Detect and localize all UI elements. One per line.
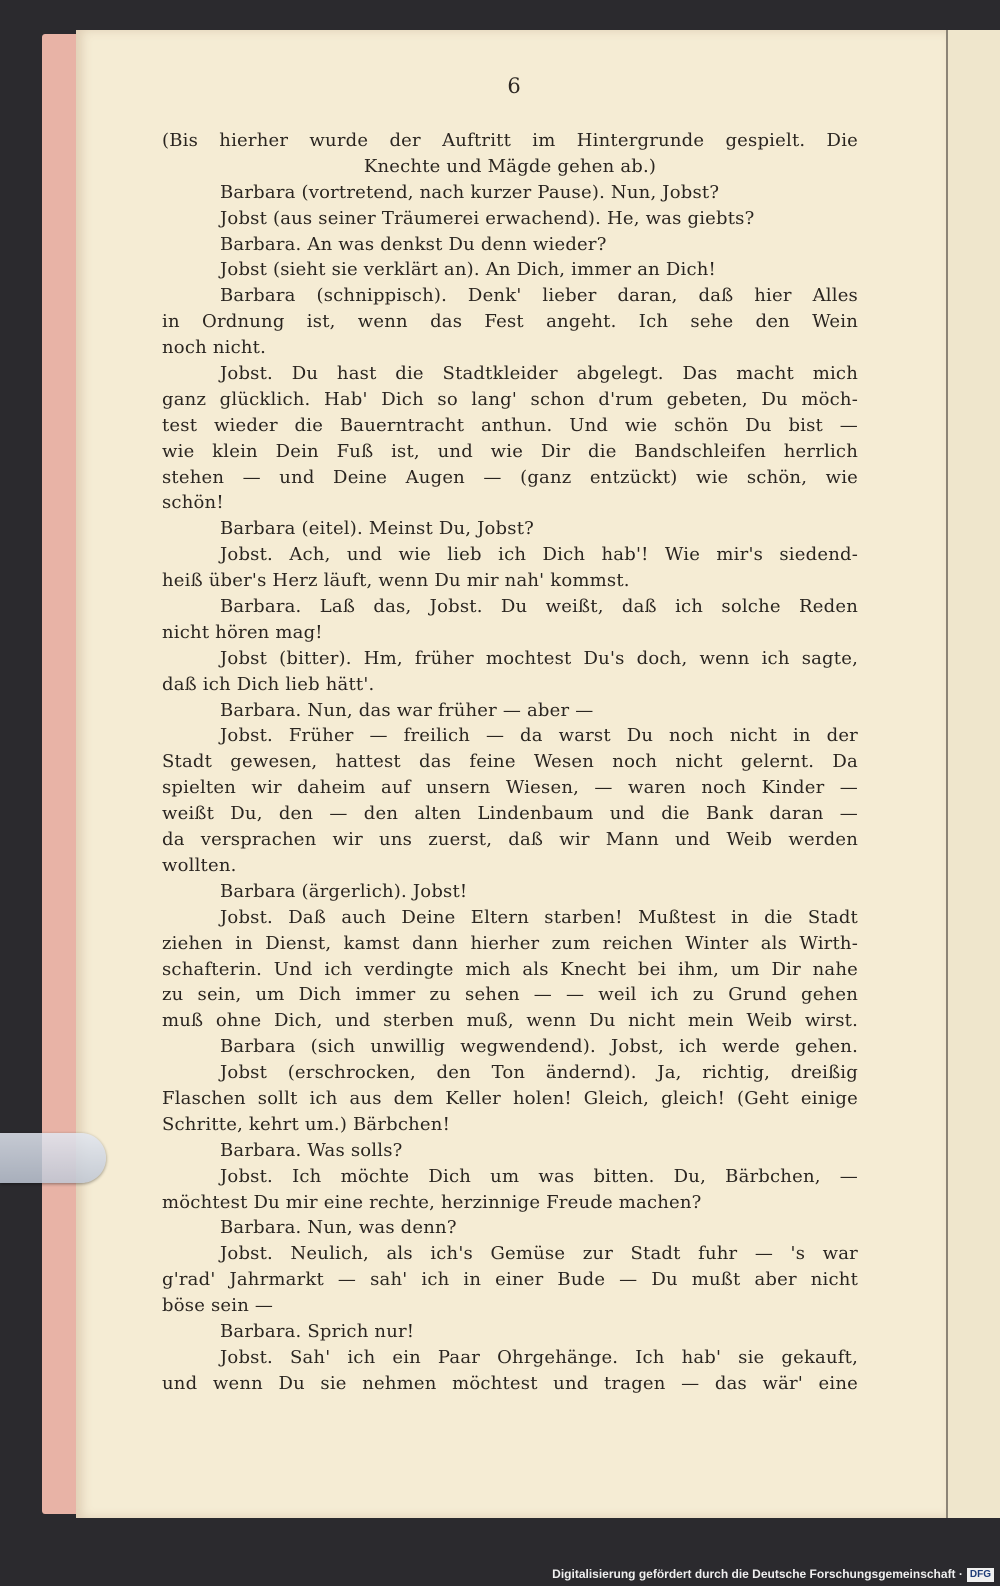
text-line: noch nicht. bbox=[162, 337, 267, 359]
text-line: stehen — und Deine Augen — (ganz entzückt) wie schön, wie bbox=[162, 466, 858, 488]
text-line: Jobst (bitter). Hm, früher mochtest Du's doch, wenn ich sagte, bbox=[220, 647, 858, 669]
dfg-logo: DFG bbox=[967, 1568, 994, 1582]
reading-ruler bbox=[0, 1133, 106, 1183]
text-line: in Ordnung ist, wenn das Fest angeht. Ich sehe den Wein bbox=[162, 311, 858, 333]
text-line: Jobst (aus seiner Träumerei erwachend). He, was giebts? bbox=[220, 207, 755, 229]
text-line: Barbara. Nun, was denn? bbox=[220, 1217, 457, 1239]
text-line: spielten wir daheim auf unsern Wiesen, — waren noch Kinder — bbox=[162, 777, 858, 799]
text-line: (Bis hierher wurde der Auftritt im Hintergrunde gespielt. Die bbox=[162, 130, 858, 151]
funding-note: Digitalisierung gefördert durch die Deutsche Forschungsgemeinschaft · bbox=[552, 1567, 963, 1581]
text-line: wie klein Dein Fuß ist, und wie Dir die Bandschleifen herrlich bbox=[162, 440, 858, 462]
funding-footer bbox=[552, 1565, 994, 1583]
text-line: Jobst. Früher — freilich — da warst Du noch nicht in der bbox=[220, 725, 858, 747]
text-line: Jobst (sieht sie verklärt an). An Dich, immer an Dich! bbox=[220, 259, 716, 281]
text-line: schön! bbox=[162, 492, 224, 514]
text-line: da versprachen wir uns zuerst, daß wir Mann und Weib werden bbox=[162, 829, 858, 851]
play-text bbox=[162, 128, 858, 1397]
text-line: Jobst. Ich möchte Dich um was bitten. Du, Bärbchen, — bbox=[220, 1165, 858, 1187]
page-number: 6 bbox=[507, 74, 521, 98]
text-line: böse sein — bbox=[162, 1295, 274, 1317]
text-line: g'rad' Jahrmarkt — sah' ich in einer Bude — Du mußt aber nicht bbox=[162, 1269, 858, 1291]
text-line: Barbara. Laß das, Jobst. Du weißt, daß ich solche Reden bbox=[220, 596, 858, 618]
text-line: wollten. bbox=[162, 854, 237, 876]
text-line: Barbara (schnippisch). Denk' lieber daran, daß hier Alles bbox=[220, 285, 858, 307]
text-line: Barbara (eitel). Meinst Du, Jobst? bbox=[220, 518, 535, 540]
text-line: ziehen in Dienst, kamst dann hierher zum reichen Winter als Wirth- bbox=[162, 932, 858, 954]
text-line: Jobst. Du hast die Stadtkleider abgelegt. Das macht mich bbox=[220, 363, 858, 385]
text-line: Barbara (sich unwillig wegwendend). Jobst, ich werde gehen. bbox=[220, 1036, 858, 1058]
text-line: Barbara (vortretend, nach kurzer Pause). Nun, Jobst? bbox=[220, 181, 720, 203]
text-line: muß ohne Dich, und sterben muß, wenn Du nicht mein Weib wirst. bbox=[162, 1010, 858, 1032]
text-line: Barbara. Nun, das war früher — aber — bbox=[220, 699, 594, 721]
text-line: Barbara. Was solls? bbox=[220, 1139, 403, 1161]
text-line: Barbara. An was denkst Du denn wieder? bbox=[220, 233, 607, 255]
text-line: Jobst. Ach, und wie lieb ich Dich hab'! Wie mir's siedend- bbox=[220, 544, 858, 566]
text-line: test wieder die Bauerntracht anthun. Und wie schön Du bist — bbox=[162, 414, 858, 436]
text-line: Barbara (ärgerlich). Jobst! bbox=[220, 880, 468, 902]
text-line: nicht hören mag! bbox=[162, 621, 323, 643]
text-line: zu sein, um Dich immer zu sehen — — weil ich zu Grund gehen bbox=[162, 984, 858, 1006]
text-line: möchtest Du mir eine rechte, herzinnige Freude machen? bbox=[162, 1191, 702, 1213]
text-line: heiß über's Herz läuft, wenn Du mir nah' kommst. bbox=[162, 570, 630, 592]
facing-page-edge bbox=[946, 30, 1000, 1518]
text-line: Jobst. Sah' ich ein Paar Ohrgehänge. Ich hab' sie gekauft, bbox=[220, 1346, 858, 1368]
text-line: und wenn Du sie nehmen möchtest und tragen — das wär' eine bbox=[162, 1372, 858, 1394]
text-line: Flaschen sollt ich aus dem Keller holen! Gleich, gleich! (Geht einige bbox=[162, 1087, 858, 1109]
text-line: ganz glücklich. Hab' Dich so lang' schon d'rum gebeten, Du möch- bbox=[162, 388, 858, 410]
text-line: weißt Du, den — den alten Lindenbaum und die Bank daran — bbox=[162, 803, 858, 825]
text-line: Barbara. Sprich nur! bbox=[220, 1320, 415, 1342]
text-line: Jobst. Neulich, als ich's Gemüse zur Stadt fuhr — 's war bbox=[220, 1243, 858, 1265]
text-line: Jobst (erschrocken, den Ton ändernd). Ja, richtig, dreißig bbox=[220, 1062, 858, 1084]
text-line: Jobst. Daß auch Deine Eltern starben! Mußtest in die Stadt bbox=[220, 906, 858, 928]
text-line: Knechte und Mägde gehen ab.) bbox=[363, 155, 657, 177]
text-line: Schritte, kehrt um.) Bärbchen! bbox=[162, 1113, 451, 1135]
text-line: daß ich Dich lieb hätt'. bbox=[162, 673, 375, 695]
text-line: Stadt gewesen, hattest das feine Wesen noch nicht gelernt. Da bbox=[162, 751, 858, 773]
text-line: schafterin. Und ich verdingte mich als Knecht bei ihm, um Dir nahe bbox=[162, 958, 858, 980]
